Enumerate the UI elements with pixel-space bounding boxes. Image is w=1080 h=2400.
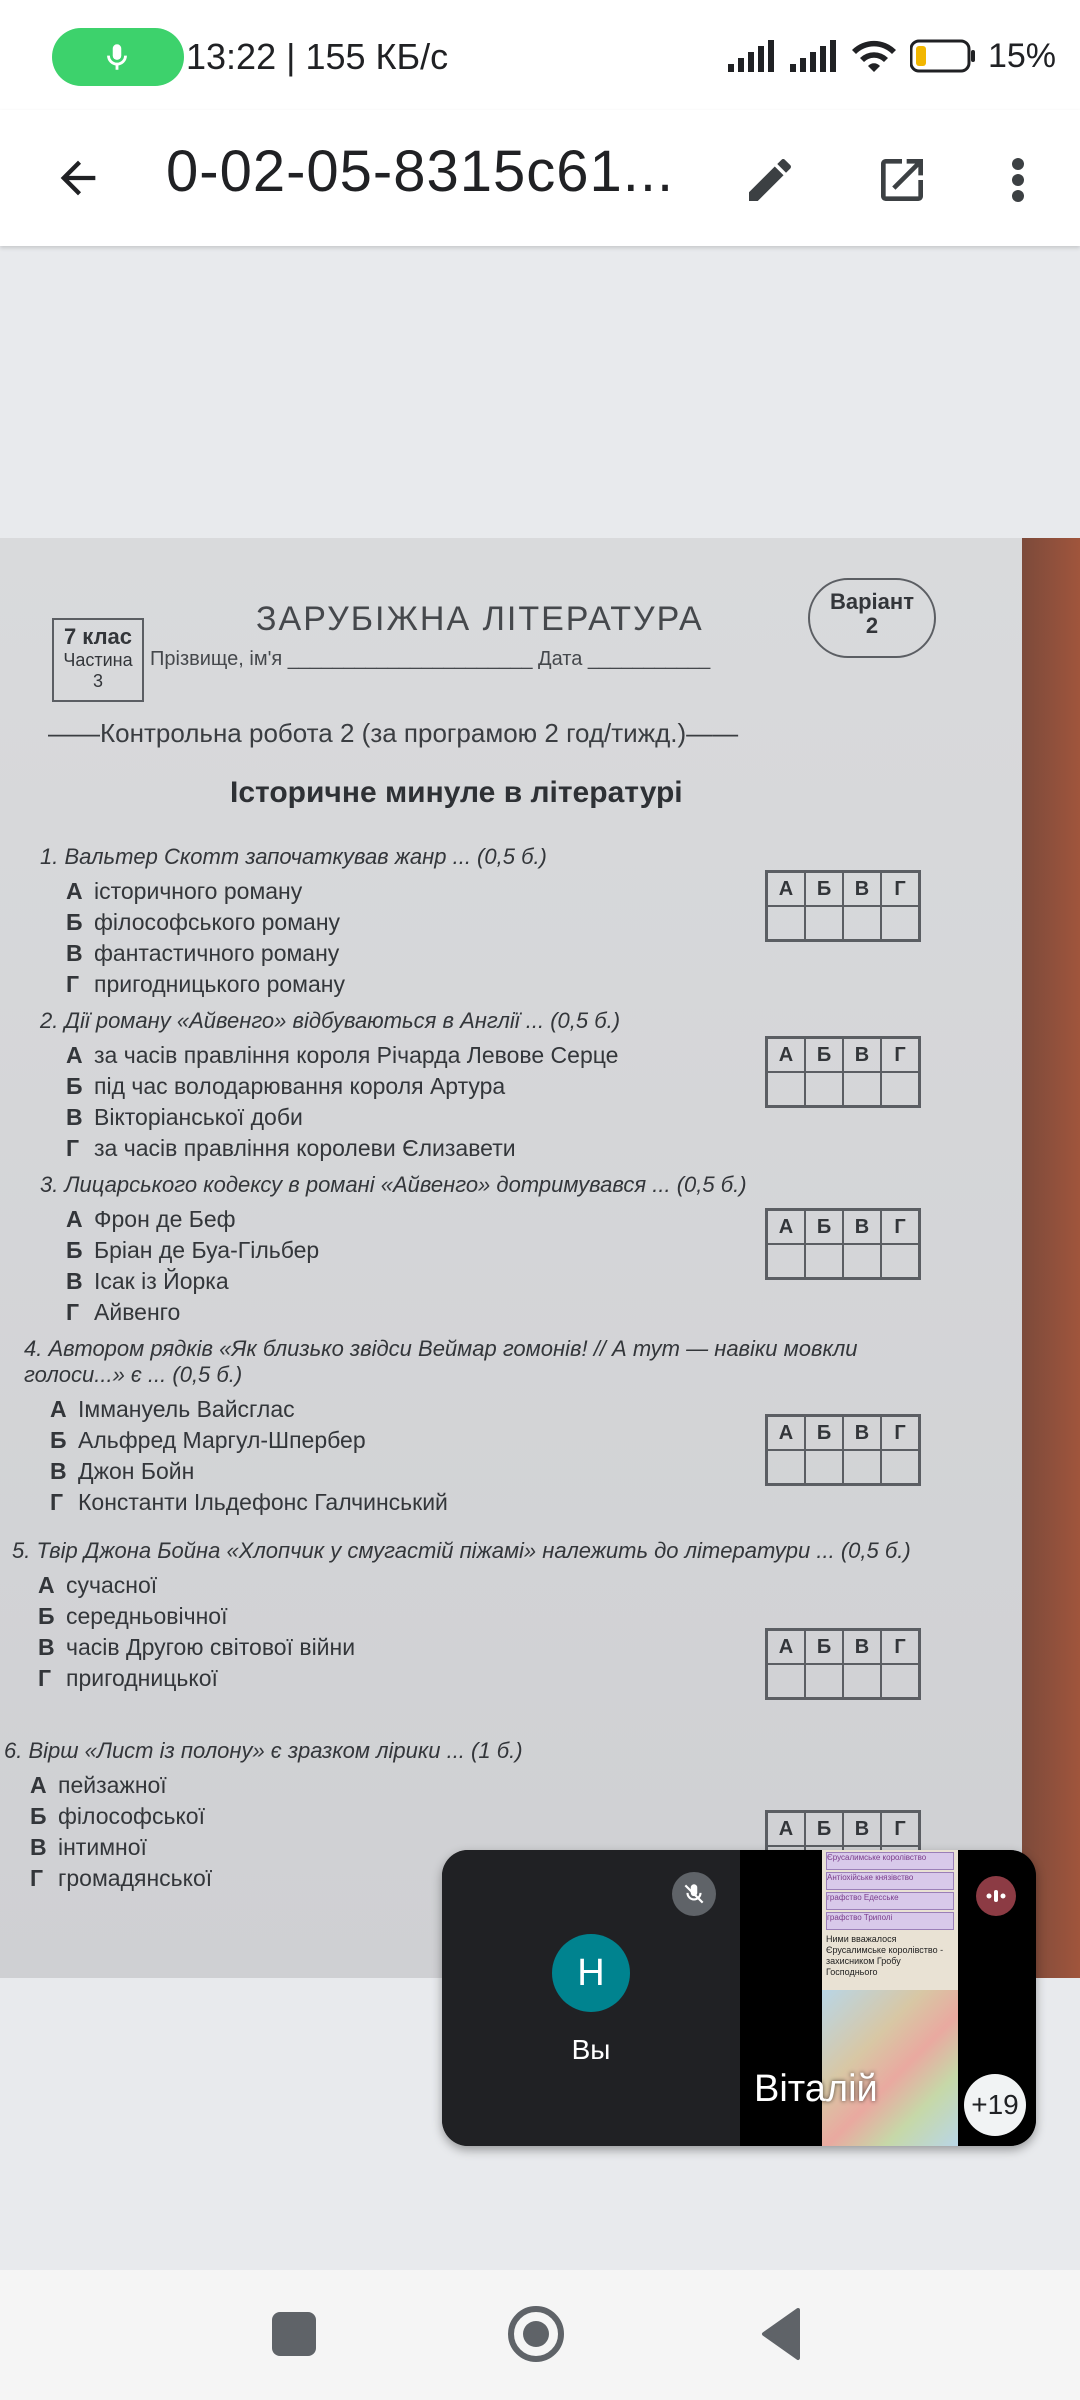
question-text: 2. Дії роману «Айвенго» відбуваються в Англії ... (0,5 б.) xyxy=(40,1008,621,1033)
answer-cell xyxy=(805,906,843,940)
answer-header: Б xyxy=(805,1812,843,1846)
answer-grid xyxy=(765,1628,921,1700)
status-icons xyxy=(726,30,1056,82)
app-bar xyxy=(0,110,1080,246)
speaking-indicator xyxy=(976,1876,1016,1916)
answer-grid xyxy=(765,1208,921,1280)
answer-header: В xyxy=(843,1210,881,1244)
video-call-overlay[interactable] xyxy=(442,1850,1036,2146)
answer-option: Г пригодницького роману xyxy=(66,971,345,997)
answer-cell xyxy=(767,1244,805,1278)
back-arrow-icon xyxy=(52,152,104,204)
answer-header: Г xyxy=(881,1416,919,1450)
question-text: 4. Автором рядків «Як близько звідси Веймар гомонів! // А тут — навіки мовкли голоси...» є ... (0,5 б.) xyxy=(24,1336,858,1387)
answer-option: А Фрон де Беф xyxy=(66,1206,236,1232)
answer-cell xyxy=(767,1072,805,1106)
self-video-tile[interactable] xyxy=(442,1850,740,2146)
class-label: 7 клас xyxy=(63,624,133,649)
battery-percent: 15% xyxy=(987,36,1056,75)
answer-header: А xyxy=(767,872,805,906)
answer-cell xyxy=(843,1072,881,1106)
answer-header: А xyxy=(767,1210,805,1244)
answer-cell xyxy=(805,1244,843,1278)
answer-option: В часів Другою світової війни xyxy=(38,1634,356,1660)
part-number: 3 xyxy=(92,671,103,691)
answer-cell xyxy=(805,1664,843,1698)
answer-option: Б Альфред Маргул-Шпербер xyxy=(50,1427,366,1453)
answer-header: Б xyxy=(805,1038,843,1072)
answer-cell xyxy=(881,1072,919,1106)
answer-header: Б xyxy=(805,1630,843,1664)
more-vert-icon xyxy=(1010,154,1026,206)
answer-header: В xyxy=(843,1416,881,1450)
battery-icon xyxy=(910,39,976,73)
screen-row: Єрусалимське королівство xyxy=(826,1852,954,1870)
open-in-new-icon xyxy=(874,152,930,208)
answer-option: Г громадянської xyxy=(30,1865,213,1891)
answer-option: Б філософського роману xyxy=(66,909,341,935)
screen-text: Ними вважалося Єрусалимське королівство - захисником Гробу Господнього xyxy=(826,1934,944,1977)
table-edge xyxy=(1020,538,1080,1978)
wifi-icon xyxy=(850,38,898,74)
answer-option: А сучасної xyxy=(38,1572,158,1598)
answer-grid xyxy=(765,1414,921,1486)
answer-cell xyxy=(843,1450,881,1484)
status-bar xyxy=(0,0,1080,110)
answer-header: А xyxy=(767,1812,805,1846)
answer-option: В інтимної xyxy=(30,1834,147,1860)
test-title: ——Контрольна робота 2 (за програмою 2 год/тижд.)—— xyxy=(48,718,739,748)
answer-header: А xyxy=(767,1630,805,1664)
answer-option: А Іммануель Вайсглас xyxy=(50,1396,295,1422)
answer-header: А xyxy=(767,1416,805,1450)
question xyxy=(40,844,547,1000)
answer-header: Г xyxy=(881,1210,919,1244)
answer-cell xyxy=(767,1664,805,1698)
answer-cell xyxy=(805,1450,843,1484)
answer-grid xyxy=(765,870,921,942)
answer-option: Б філософської xyxy=(30,1803,205,1829)
answer-option: Б під час володарювання короля Артура xyxy=(66,1073,506,1099)
answer-header: Г xyxy=(881,872,919,906)
subject-title: ЗАРУБІЖНА ЛІТЕРАТУРА xyxy=(256,600,704,638)
answer-option: Б середньовічної xyxy=(38,1603,228,1629)
answer-cell xyxy=(843,1664,881,1698)
answer-header: Б xyxy=(805,872,843,906)
answer-header: Г xyxy=(881,1812,919,1846)
answer-cell xyxy=(881,1450,919,1484)
answer-header: Г xyxy=(881,1038,919,1072)
part-label: Частина xyxy=(63,650,133,670)
answer-option: Г пригодницької xyxy=(38,1665,218,1691)
answer-header: В xyxy=(843,1812,881,1846)
answer-grid xyxy=(765,1036,921,1108)
remote-participant-name: Віталій xyxy=(754,2068,878,2110)
variant-label: Варіант xyxy=(830,589,914,614)
active-mic-indicator[interactable] xyxy=(52,28,184,86)
muted-indicator xyxy=(672,1872,716,1916)
home-button[interactable] xyxy=(508,2306,564,2362)
signal-icon xyxy=(726,40,776,72)
answer-option: В Ісак із Йорка xyxy=(66,1268,229,1294)
more-options-button[interactable] xyxy=(980,140,1056,220)
mic-off-icon xyxy=(681,1881,707,1907)
answer-cell xyxy=(767,906,805,940)
question-text: 1. Вальтер Скотт започаткував жанр ... (0,5 б.) xyxy=(40,844,547,869)
open-in-new-button[interactable] xyxy=(862,140,942,220)
screen-row: графство Едесське xyxy=(826,1892,954,1910)
answer-header: В xyxy=(843,1630,881,1664)
answer-option: Г за часів правління королеви Єлизавети xyxy=(66,1135,516,1161)
answer-cell xyxy=(843,1244,881,1278)
answer-header: В xyxy=(843,872,881,906)
class-box xyxy=(52,618,144,702)
avatar: Н xyxy=(552,1934,630,2012)
back-nav-icon[interactable] xyxy=(758,2306,802,2362)
question-text: 6. Вірш «Лист із полону» є зразком лірики ... (1 б.) xyxy=(4,1738,523,1763)
answer-header: В xyxy=(843,1038,881,1072)
answer-cell xyxy=(881,1244,919,1278)
back-button[interactable] xyxy=(40,140,116,216)
file-title: 0-02-05-8315c61... xyxy=(166,139,675,204)
question-text: 3. Лицарського кодексу в романі «Айвенго» дотримувався ... (0,5 б.) xyxy=(40,1172,747,1197)
document-image[interactable] xyxy=(0,538,1080,1978)
participants-count[interactable]: +19 xyxy=(964,2074,1026,2136)
screen-row: графство Триполі xyxy=(826,1912,954,1930)
self-label: Вы xyxy=(571,2034,611,2065)
topic-title: Історичне минуле в літературі xyxy=(230,776,683,809)
answer-header: Б xyxy=(805,1210,843,1244)
answer-option: А за часів правління короля Річарда Левове Серце xyxy=(66,1042,619,1068)
answer-option: В Вікторіанської доби xyxy=(66,1104,303,1130)
answer-cell xyxy=(767,1450,805,1484)
variant-number: 2 xyxy=(865,613,879,638)
answer-cell xyxy=(843,906,881,940)
status-time-and-speed: 13:22 | 155 КБ/с xyxy=(186,36,449,77)
question xyxy=(40,1172,747,1328)
answer-cell xyxy=(881,1664,919,1698)
answer-option: А історичного роману xyxy=(66,878,303,904)
audio-level-icon xyxy=(985,1889,1007,1903)
answer-option: Г Константи Ільдефонс Галчинський xyxy=(50,1489,448,1515)
mic-icon xyxy=(100,40,134,74)
test-paper xyxy=(0,538,1022,1978)
name-date-line: Прізвище, ім'я ______________________ Дата ___________ xyxy=(150,648,711,670)
answer-option: В Джон Бойн xyxy=(50,1458,195,1484)
edit-button[interactable] xyxy=(730,140,810,220)
answer-header: А xyxy=(767,1038,805,1072)
question xyxy=(40,1008,620,1164)
answer-option: А пейзажної xyxy=(30,1772,167,1798)
variant-badge xyxy=(808,578,936,658)
answer-cell xyxy=(805,1072,843,1106)
question-text: 5. Твір Джона Бойна «Хлопчик у смугастій піжамі» належить до літератури ... (0,5 б.) xyxy=(12,1538,911,1563)
screen-row: Антіохійське князівство xyxy=(826,1872,954,1890)
answer-option: Б Бріан де Буа-Гільбер xyxy=(66,1237,320,1263)
answer-cell xyxy=(881,906,919,940)
signal-icon xyxy=(788,40,838,72)
answer-option: В фантастичного роману xyxy=(66,940,340,966)
answer-option: Г Айвенго xyxy=(66,1299,181,1325)
answer-header: Г xyxy=(881,1630,919,1664)
answer-header: Б xyxy=(805,1416,843,1450)
remote-video-tile[interactable] xyxy=(740,1850,1036,2146)
navigation-bar xyxy=(0,2270,1080,2400)
pencil-icon xyxy=(742,152,798,208)
recents-button[interactable] xyxy=(272,2312,316,2356)
